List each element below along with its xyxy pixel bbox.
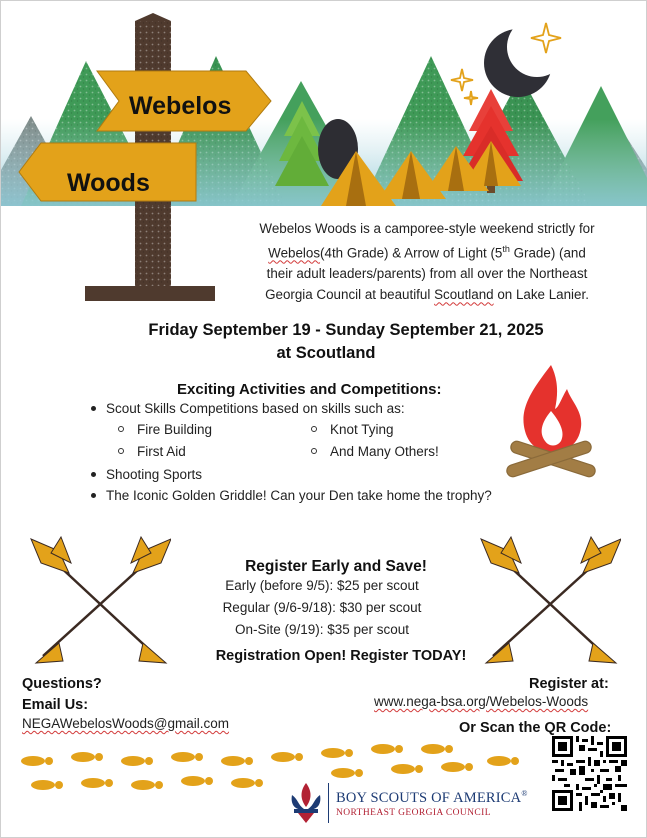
bullet-icon xyxy=(91,493,96,498)
list-item-text: Knot Tying xyxy=(330,422,394,437)
email-link[interactable]: NEGAWebelosWoods@gmail.com xyxy=(22,716,230,731)
bsa-logo xyxy=(286,781,546,827)
list-item xyxy=(91,401,405,416)
register-label: Register at: xyxy=(529,676,609,692)
list-item xyxy=(118,444,186,459)
list-item xyxy=(311,444,439,459)
crossed-arrows-left-icon xyxy=(21,531,171,666)
intro-text: Grade) (and xyxy=(509,245,586,261)
bullet-icon xyxy=(91,472,96,477)
bsa-name-text: BOY SCOUTS OF AMERICA xyxy=(336,789,522,806)
list-item xyxy=(118,422,212,437)
event-location: at Scoutland xyxy=(276,344,376,362)
campfire-icon xyxy=(501,361,601,483)
event-dates: Friday September 19 - Sunday September 21, 2025 xyxy=(148,321,544,339)
intro-paragraph xyxy=(217,218,637,305)
intro-text: (4th Grade) & Arrow of Light (5 xyxy=(320,245,503,261)
webelos-word: Webelos xyxy=(268,245,321,261)
crossed-arrows-right-icon xyxy=(471,531,621,666)
registration-title: Register Early and Save! xyxy=(245,558,427,575)
list-item-text: First Aid xyxy=(137,444,186,459)
ring-bullet-icon xyxy=(311,426,317,432)
list-item xyxy=(91,488,492,503)
registered-mark: ® xyxy=(521,789,528,798)
list-item-text: Fire Building xyxy=(137,422,213,437)
ring-bullet-icon xyxy=(118,448,124,454)
sign-title-bottom: Woods xyxy=(67,169,150,197)
list-item xyxy=(91,467,202,482)
superscript: th xyxy=(502,244,510,254)
questions-label: Questions? xyxy=(22,676,102,692)
list-item-text: The Iconic Golden Griddle! Can your Den take home the trophy? xyxy=(106,488,492,503)
logo-divider xyxy=(328,783,329,823)
email-label: Email Us: xyxy=(22,697,89,713)
bsa-name xyxy=(336,789,528,807)
price-early: Early (before 9/5): $25 per scout xyxy=(225,578,419,593)
qr-code[interactable] xyxy=(552,736,627,811)
ring-bullet-icon xyxy=(118,426,124,432)
intro-text: Georgia Council at beautiful xyxy=(265,287,435,303)
bullet-icon xyxy=(91,406,96,411)
council-name: NORTHEAST GEORGIA COUNCIL xyxy=(336,808,491,818)
scoutland-word: Scoutland xyxy=(434,287,494,303)
list-item-text: Shooting Sports xyxy=(106,467,203,482)
price-onsite: On-Site (9/19): $35 per scout xyxy=(234,622,410,637)
moon-icon xyxy=(484,17,567,97)
intro-line-3 xyxy=(217,263,637,284)
price-regular: Regular (9/6-9/18): $30 per scout xyxy=(222,600,422,615)
scan-qr-label: Or Scan the QR Code: xyxy=(459,720,612,736)
list-item-text: Scout Skills Competitions based on skills such as: xyxy=(106,401,405,416)
sign-post-base xyxy=(85,206,215,306)
list-item xyxy=(311,422,394,437)
intro-text: on Lake Lanier. xyxy=(493,287,589,303)
intro-line-4 xyxy=(217,284,637,305)
activities-title: Exciting Activities and Competitions: xyxy=(177,381,442,398)
register-url-link[interactable]: www.nega-bsa.org/Webelos-Woods xyxy=(374,694,589,709)
registration-open: Registration Open! Register TODAY! xyxy=(215,648,467,664)
intro-line-2 xyxy=(217,239,637,263)
sign-title-top: Webelos xyxy=(129,92,232,120)
list-item-text: And Many Others! xyxy=(330,444,439,459)
intro-text: Webelos Woods is a camporee-style weekend strictly for xyxy=(259,221,595,236)
intro-line-1 xyxy=(217,218,637,239)
fleur-de-lis-icon xyxy=(286,781,326,825)
ring-bullet-icon xyxy=(311,448,317,454)
intro-text: their adult leaders/parents) from all over the Northeast xyxy=(266,266,588,282)
